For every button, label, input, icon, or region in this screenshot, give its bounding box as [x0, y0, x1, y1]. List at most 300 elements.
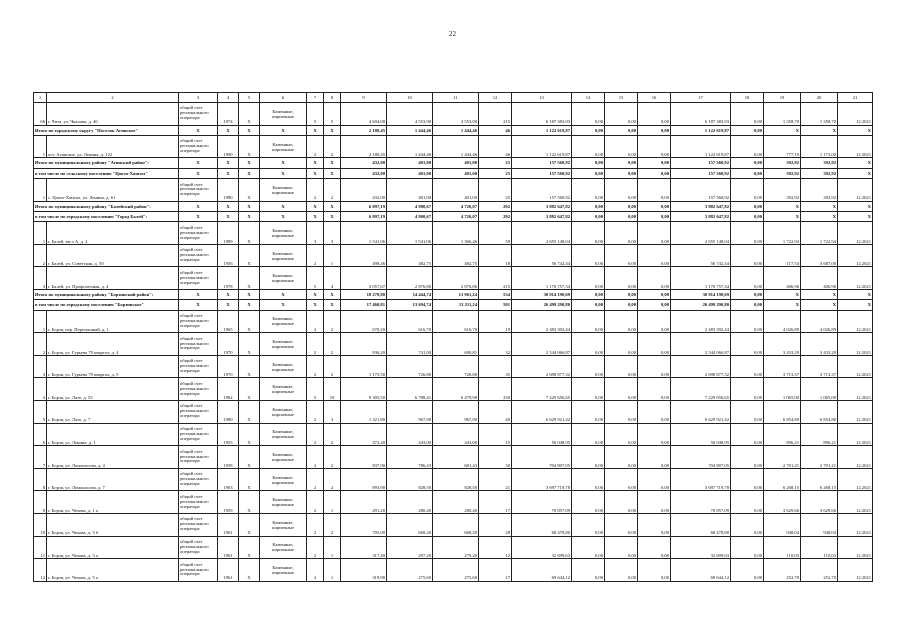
- subtotal-c19: X: [764, 290, 801, 300]
- completion-date: 12.2021: [838, 135, 873, 158]
- house-address: г. Борзя, ул. Гурьева 79 квартал, д. 5: [47, 355, 179, 378]
- value-c12: 18: [479, 244, 512, 267]
- build-year: 1961: [218, 536, 239, 559]
- value-c13: 2 483 392,44: [512, 310, 572, 333]
- value-c11: 401,00: [433, 179, 479, 202]
- entrances-count: 3: [324, 222, 341, 245]
- commission-year: X: [239, 310, 260, 333]
- house-row: [34, 267, 873, 290]
- floors-count: 2: [307, 333, 324, 356]
- value-c13: 3 697 719,78: [512, 468, 572, 491]
- value-c20: 6 854,80: [801, 401, 838, 424]
- value-c10: 275,60: [387, 559, 433, 582]
- value-c15: 0,00: [605, 559, 638, 582]
- house-address: г. Борзя, ул. Чехова, д. 3 а: [47, 536, 179, 559]
- value-c17: 6 187 383,93: [671, 103, 731, 126]
- value-c16: 0,00: [638, 559, 671, 582]
- value-c16: 0,00: [638, 222, 671, 245]
- value-c18: 0,00: [731, 267, 764, 290]
- value-c11: 275,60: [433, 559, 479, 582]
- subtotal-c4: X: [218, 158, 239, 168]
- subtotal-c6: X: [260, 125, 307, 135]
- value-c17: 32 699,63: [671, 536, 731, 559]
- subtotal-c5: X: [239, 168, 260, 178]
- value-c9: 4 057,67: [341, 267, 387, 290]
- row-number: 11: [34, 536, 47, 559]
- subtotal-c9: 6 097,19: [341, 201, 387, 211]
- subtotal-c19: X: [764, 125, 801, 135]
- subtotal-c20: 392,92: [801, 168, 838, 178]
- completion-date: 12.2021: [838, 468, 873, 491]
- value-c16: 0,00: [638, 446, 671, 469]
- subtotal-c10: 401,00: [387, 158, 433, 168]
- value-c17: 2 698 877,32: [671, 355, 731, 378]
- subtotal-c16: 0,00: [638, 201, 671, 211]
- house-row: [34, 135, 873, 158]
- subtotal-c5: X: [239, 290, 260, 300]
- subtotal-c7: X: [307, 201, 324, 211]
- value-c17: 704 807,05: [671, 446, 731, 469]
- value-c18: 0,00: [731, 491, 764, 514]
- value-c15: 0,00: [605, 423, 638, 446]
- column-number-9: 9: [341, 93, 387, 103]
- value-c17: 69 644,12: [671, 559, 731, 582]
- column-number-11: 11: [433, 93, 479, 103]
- value-c9: 836,20: [341, 333, 387, 356]
- house-address: г. Борзя, ул. Чехова, д. 3 б: [47, 513, 179, 536]
- subtotal-caption: в том числе по городскому поселению "Борзинское": [34, 300, 179, 310]
- value-c12: 230: [479, 378, 512, 401]
- subtotal-row: [34, 290, 873, 300]
- value-c14: 0,00: [572, 536, 605, 559]
- value-c11: 690,81: [433, 333, 479, 356]
- value-c13: 2 698 877,32: [512, 355, 572, 378]
- value-c11: 726,80: [433, 355, 479, 378]
- value-c15: 0,00: [605, 333, 638, 356]
- subtotal-c5: X: [239, 201, 260, 211]
- value-c18: 0,00: [731, 559, 764, 582]
- subtotal-c4: X: [218, 290, 239, 300]
- house-row: [34, 423, 873, 446]
- subtotal-c15: 0,00: [605, 168, 638, 178]
- subtotal-c4: X: [218, 125, 239, 135]
- entrances-count: 1: [324, 244, 341, 267]
- subtotal-c10: 401,00: [387, 168, 433, 178]
- value-c16: 0,00: [638, 355, 671, 378]
- completion-date: 12.2021: [838, 355, 873, 378]
- value-c10: 443,00: [387, 423, 433, 446]
- build-year: 1959: [218, 491, 239, 514]
- subtotal-c13: 30 914 190,69: [512, 290, 572, 300]
- wall-material: Каменные, кирпичные: [260, 559, 307, 582]
- wall-material: Каменные, кирпичные: [260, 491, 307, 514]
- value-c14: 0,00: [572, 378, 605, 401]
- build-year: 1970: [218, 333, 239, 356]
- value-c18: 0,00: [731, 222, 764, 245]
- value-c20: 4 026,89: [801, 310, 838, 333]
- floors-count: 2: [307, 401, 324, 424]
- value-c20: 1 358,70: [801, 103, 838, 126]
- value-c20: 3 629,66: [801, 491, 838, 514]
- column-number-14: 14: [572, 93, 605, 103]
- fund-method: общий счет регионального оператора: [179, 135, 218, 158]
- subtotal-c4: X: [218, 300, 239, 310]
- fund-method: общий счет регионального оператора: [179, 536, 218, 559]
- subtotal-c20: X: [801, 125, 838, 135]
- value-c9: 893,90: [341, 468, 387, 491]
- value-c19: 406,96: [764, 267, 801, 290]
- subtotal-c10: 4 900,67: [387, 201, 433, 211]
- floors-count: 2: [307, 423, 324, 446]
- subtotal-c18: 0,00: [731, 201, 764, 211]
- subtotal-c17: 26 499 290,80: [671, 300, 731, 310]
- value-c19: 948,04: [764, 513, 801, 536]
- house-address: г. Борзя, ул. Лазо, д. 7: [47, 401, 179, 424]
- value-c10: 668,20: [387, 513, 433, 536]
- column-number-3: 3: [179, 93, 218, 103]
- wall-material: Каменные, кирпичные: [260, 446, 307, 469]
- value-c17: 6 629 921,42: [671, 401, 731, 424]
- value-c20: 1 722,94: [801, 222, 838, 245]
- subtotal-c11: 13 961,24: [433, 290, 479, 300]
- value-c10: 280,40: [387, 491, 433, 514]
- house-address: г. Борзя, пер. Пересыпный, д. 1: [47, 310, 179, 333]
- value-c18: 0,00: [731, 446, 764, 469]
- house-row: [34, 536, 873, 559]
- value-c11: 280,40: [433, 491, 479, 514]
- value-c10: 4 553,90: [387, 103, 433, 126]
- row-number: 7: [34, 446, 47, 469]
- column-number-16: 16: [638, 93, 671, 103]
- value-c17: 70 857,09: [671, 491, 731, 514]
- subtotal-c14: 0,00: [572, 201, 605, 211]
- subtotal-c14: 0,00: [572, 125, 605, 135]
- value-c12: 215: [479, 103, 512, 126]
- value-c16: 0,00: [638, 423, 671, 446]
- completion-date: 12.2021: [838, 491, 873, 514]
- subtotal-c12: 25: [479, 158, 512, 168]
- column-number-18: 18: [731, 93, 764, 103]
- value-c17: 3 697 719,78: [671, 468, 731, 491]
- subtotal-c17: 157 560,92: [671, 158, 731, 168]
- house-row: [34, 468, 873, 491]
- subtotal-c6: X: [260, 300, 307, 310]
- house-row: [34, 378, 873, 401]
- value-c12: 215: [479, 267, 512, 290]
- subtotal-c9: 432,00: [341, 168, 387, 178]
- subtotal-c18: 0,00: [731, 125, 764, 135]
- value-c14: 0,00: [572, 423, 605, 446]
- column-number-1: 1: [34, 93, 47, 103]
- wall-material: Каменные, кирпичные: [260, 333, 307, 356]
- value-c9: 4 604,00: [341, 103, 387, 126]
- value-c19: 4 026,89: [764, 310, 801, 333]
- row-number: 4: [34, 378, 47, 401]
- entrances-count: 1: [324, 559, 341, 582]
- floors-count: 2: [307, 179, 324, 202]
- commission-year: X: [239, 513, 260, 536]
- column-number-7: 7: [307, 93, 324, 103]
- value-c12: 46: [479, 135, 512, 158]
- subtotal-c13: 3 882 647,82: [512, 201, 572, 211]
- value-c17: 2 483 392,44: [671, 310, 731, 333]
- subtotal-c9: 17 460,81: [341, 300, 387, 310]
- value-c18: 0,00: [731, 135, 764, 158]
- subtotal-c18: 0,00: [731, 300, 764, 310]
- value-c12: 12: [479, 536, 512, 559]
- entrances-count: 5: [324, 103, 341, 126]
- value-c12: 40: [479, 401, 512, 424]
- row-number: 2: [34, 244, 47, 267]
- entrances-count: 3: [324, 401, 341, 424]
- column-number-15: 15: [605, 93, 638, 103]
- value-c13: 68 478,80: [512, 513, 572, 536]
- value-c9: 472,20: [341, 423, 387, 446]
- value-c11: 2 876,86: [433, 267, 479, 290]
- value-c13: 70 857,09: [512, 491, 572, 514]
- house-address: г. Борзя, ул. Лазо, д. 55: [47, 378, 179, 401]
- commission-year: X: [239, 423, 260, 446]
- row-number: 2: [34, 333, 47, 356]
- value-c14: 0,00: [572, 355, 605, 378]
- subtotal-c9: 6 097,19: [341, 211, 387, 221]
- build-year: 1982: [218, 378, 239, 401]
- value-c14: 0,00: [572, 103, 605, 126]
- house-address: г. Борзя, ул. Ломоносова, д. 4: [47, 446, 179, 469]
- completion-date: 12.2021: [838, 401, 873, 424]
- house-address: с. Цокто-Хангил, ул. Ленина, д. 61: [47, 179, 179, 202]
- subtotal-c14: 0,00: [572, 290, 605, 300]
- value-c13: 6 629 921,42: [512, 401, 572, 424]
- subtotal-c19: 392,92: [764, 168, 801, 178]
- fund-method: общий счет регионального оператора: [179, 491, 218, 514]
- value-c16: 0,00: [638, 378, 671, 401]
- subtotal-c4: X: [218, 211, 239, 221]
- capital-repair-table-wrapper: [33, 92, 872, 582]
- value-c9: 432,00: [341, 179, 387, 202]
- value-c17: 56 048,95: [671, 423, 731, 446]
- house-address: г. Борзя, ул. Чехова, д. 5 а: [47, 559, 179, 582]
- value-c18: 0,00: [731, 333, 764, 356]
- value-c15: 0,00: [605, 446, 638, 469]
- value-c11: 616,70: [433, 310, 479, 333]
- value-c19: 110,03: [764, 536, 801, 559]
- value-c19: 2 701,21: [764, 446, 801, 469]
- subtotal-caption: в том числе по сельскому поселению "Цокто-Хангил": [34, 168, 179, 178]
- value-c14: 0,00: [572, 135, 605, 158]
- value-c11: 1 444,46: [433, 135, 479, 158]
- house-address: г. Балей, ул. Профсоюзная, д. 4: [47, 267, 179, 290]
- value-c18: 0,00: [731, 355, 764, 378]
- subtotal-c20: X: [801, 211, 838, 221]
- subtotal-c8: X: [324, 158, 341, 168]
- build-year: 1961: [218, 559, 239, 582]
- entrances-count: 10: [324, 378, 341, 401]
- entrances-count: 2: [324, 423, 341, 446]
- house-address: г. Балей, кв-л А, д. 2: [47, 222, 179, 245]
- value-c16: 0,00: [638, 135, 671, 158]
- column-number-13: 13: [512, 93, 572, 103]
- subtotal-c3: X: [179, 201, 218, 211]
- value-c17: 2 544 066,87: [671, 333, 731, 356]
- subtotal-c21: X: [838, 290, 873, 300]
- page-number: 22: [449, 30, 456, 38]
- subtotal-c3: X: [179, 211, 218, 221]
- value-c11: 1 366,46: [433, 222, 479, 245]
- completion-date: 12.2021: [838, 378, 873, 401]
- subtotal-c16: 0,00: [638, 211, 671, 221]
- value-c12: 35: [479, 355, 512, 378]
- value-c15: 0,00: [605, 468, 638, 491]
- subtotal-c14: 0,00: [572, 300, 605, 310]
- subtotal-c7: X: [307, 125, 324, 135]
- build-year: 1980: [218, 179, 239, 202]
- subtotal-c4: X: [218, 201, 239, 211]
- value-c15: 0,00: [605, 491, 638, 514]
- subtotal-c19: X: [764, 201, 801, 211]
- build-year: 1965: [218, 310, 239, 333]
- row-number: 1: [34, 179, 47, 202]
- subtotal-caption: Итого по муниципальному району "Борзинский район":: [34, 290, 179, 300]
- subtotal-c13: 26 499 290,80: [512, 300, 572, 310]
- column-number-2: 2: [47, 93, 179, 103]
- build-year: 1980: [218, 401, 239, 424]
- value-c11: 443,00: [433, 423, 479, 446]
- value-c12: 32: [479, 333, 512, 356]
- value-c9: 9 305,50: [341, 378, 387, 401]
- subtotal-c6: X: [260, 290, 307, 300]
- subtotal-c10: 4 900,67: [387, 211, 433, 221]
- row-number: 10: [34, 513, 47, 536]
- house-address: г. Борзя, ул. Гурьева 79 квартал, д. 4: [47, 333, 179, 356]
- completion-date: 12.2021: [838, 103, 873, 126]
- completion-date: 12.2021: [838, 179, 873, 202]
- build-year: 1974: [218, 103, 239, 126]
- value-c15: 0,00: [605, 378, 638, 401]
- house-row: [34, 103, 873, 126]
- value-c18: 0,00: [731, 310, 764, 333]
- value-c12: 59: [479, 222, 512, 245]
- house-row: [34, 491, 873, 514]
- value-c10: 967,90: [387, 401, 433, 424]
- value-c14: 0,00: [572, 446, 605, 469]
- row-number: 6: [34, 423, 47, 446]
- column-number-21: 21: [838, 93, 873, 103]
- commission-year: X: [239, 536, 260, 559]
- subtotal-c4: X: [218, 168, 239, 178]
- subtotal-c15: 0,00: [605, 211, 638, 221]
- value-c11: 279,20: [433, 536, 479, 559]
- fund-method: общий счет регионального оператора: [179, 103, 218, 126]
- commission-year: X: [239, 135, 260, 158]
- value-c19: 117,54: [764, 244, 801, 267]
- value-c13: 7 229 656,65: [512, 378, 572, 401]
- subtotal-c11: 13 211,24: [433, 300, 479, 310]
- subtotal-c8: X: [324, 201, 341, 211]
- subtotal-c9: 18 278,80: [341, 290, 387, 300]
- subtotal-c10: 13 694,74: [387, 300, 433, 310]
- value-c12: 19: [479, 310, 512, 333]
- subtotal-c13: 157 560,92: [512, 168, 572, 178]
- value-c10: 2 876,86: [387, 267, 433, 290]
- value-c19: 6 268,15: [764, 468, 801, 491]
- floors-count: 3: [307, 222, 324, 245]
- fund-method: общий счет регионального оператора: [179, 468, 218, 491]
- subtotal-c8: X: [324, 125, 341, 135]
- subtotal-c9: 432,00: [341, 158, 387, 168]
- subtotal-c21: X: [838, 211, 873, 221]
- value-c10: 726,80: [387, 355, 433, 378]
- value-c10: 482,75: [387, 244, 433, 267]
- subtotal-c20: X: [801, 201, 838, 211]
- build-year: 1970: [218, 355, 239, 378]
- house-address: г. Балей, ул. Советская, д. 50: [47, 244, 179, 267]
- column-number-5: 5: [239, 93, 260, 103]
- value-c16: 0,00: [638, 468, 671, 491]
- value-c16: 0,00: [638, 244, 671, 267]
- completion-date: 12.2021: [838, 536, 873, 559]
- house-address: г. Борзя, ул. Ломоносова, д. 7: [47, 468, 179, 491]
- value-c18: 0,00: [731, 423, 764, 446]
- wall-material: Каменные, кирпичные: [260, 267, 307, 290]
- column-number-20: 20: [801, 93, 838, 103]
- value-c18: 0,00: [731, 513, 764, 536]
- entrances-count: 2: [324, 446, 341, 469]
- build-year: 1956: [218, 244, 239, 267]
- fund-method: общий счет регионального оператора: [179, 267, 218, 290]
- row-number: 5: [34, 401, 47, 424]
- subtotal-c21: X: [838, 125, 873, 135]
- subtotal-c3: X: [179, 125, 218, 135]
- value-c19: 3 433,29: [764, 333, 801, 356]
- floors-count: 2: [307, 559, 324, 582]
- build-year: 1955: [218, 423, 239, 446]
- value-c15: 0,00: [605, 179, 638, 202]
- value-c11: 482,75: [433, 244, 479, 267]
- completion-date: 12.2021: [838, 513, 873, 536]
- subtotal-c12: 292: [479, 211, 512, 221]
- value-c20: 948,04: [801, 513, 838, 536]
- subtotal-c3: X: [179, 300, 218, 310]
- subtotal-c19: X: [764, 300, 801, 310]
- entrances-count: 2: [324, 333, 341, 356]
- value-c13: 56 048,95: [512, 423, 572, 446]
- subtotal-c17: 3 882 647,82: [671, 201, 731, 211]
- floors-count: 2: [307, 491, 324, 514]
- value-c13: 32 699,63: [512, 536, 572, 559]
- value-c12: 30: [479, 446, 512, 469]
- value-c19: 3 713,37: [764, 355, 801, 378]
- subtotal-c18: 0,00: [731, 158, 764, 168]
- subtotal-c7: X: [307, 168, 324, 178]
- subtotal-c12: 46: [479, 125, 512, 135]
- subtotal-caption: Итого по муниципальному району "Агинский район":: [34, 158, 179, 168]
- value-c15: 0,00: [605, 267, 638, 290]
- floors-count: 5: [307, 267, 324, 290]
- fund-method: общий счет регионального оператора: [179, 401, 218, 424]
- subtotal-c11: 4 726,07: [433, 201, 479, 211]
- subtotal-c10: 14 444,74: [387, 290, 433, 300]
- house-row: [34, 244, 873, 267]
- entrances-count: 2: [324, 355, 341, 378]
- value-c18: 0,00: [731, 468, 764, 491]
- entrances-count: 2: [324, 468, 341, 491]
- subtotal-c17: 3 882 647,82: [671, 211, 731, 221]
- subtotal-c11: 1 444,46: [433, 125, 479, 135]
- fund-method: общий счет регионального оператора: [179, 222, 218, 245]
- value-c11: 681,43: [433, 446, 479, 469]
- subtotal-c18: 0,00: [731, 168, 764, 178]
